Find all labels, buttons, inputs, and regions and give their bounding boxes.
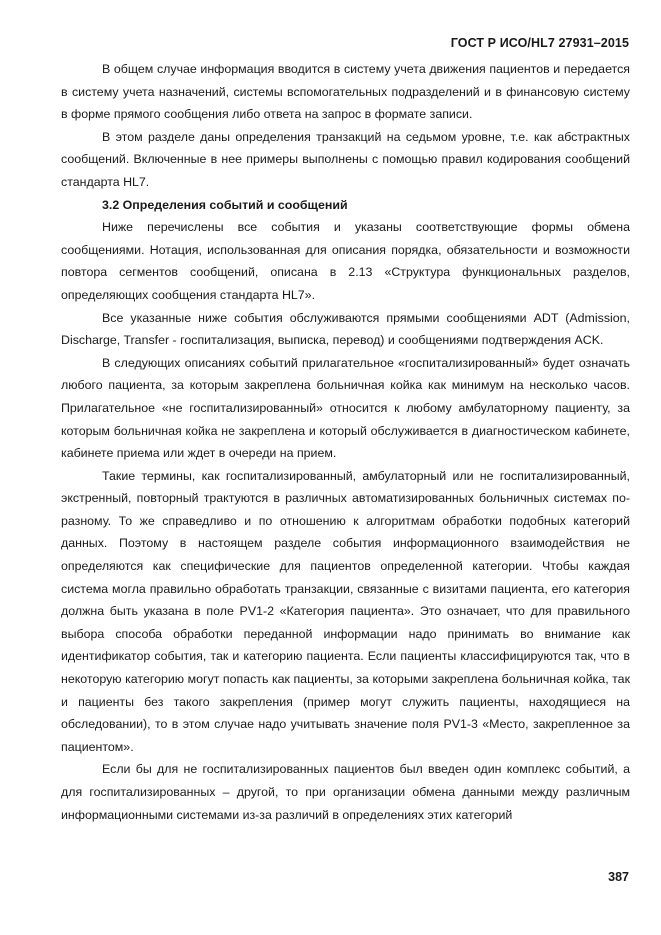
body-text	[61, 58, 630, 826]
paragraph: Такие термины, как госпитализированный, амбулаторный или не госпитализированный, экстренный, повторный трактуются в различных автоматизированных больничных системах по-разному. То же справедливо и по отношению к алгоритмам обработки подобных категорий данных. Поэтому в настоящем разделе события информационного взаимодействия не определяются как специфические для пациентов определенной категории. Чтобы каждая система могла правильно обработать транзакции, связанные с визитами пациента, его категория должна быть указана в поле PV1-2 «Категория пациента». Это означает, что для правильного выбора способа обработки переданной информации надо принимать во внимание как идентификатор события, так и категорию пациента. Если пациенты классифицируются так, что в некоторую категорию могут попасть как пациенты, за которыми закреплена больничная койка, так и пациенты без такого закрепления (пример могут служить пациенты, находящиеся на обследовании), то в этом случае надо учитывать значение поля PV1-3 «Место, закрепленное за пациентом».	[61, 468, 630, 754]
paragraph: Ниже перечислены все события и указаны соответствующие формы обмена сообщениями. Нотация, использованная для описания порядка, обязательности и возможности повтора сегментов сообщений, описана в 2.13 «Структура функциональных разделов, определяющих сообщения стандарта HL7».	[61, 220, 630, 302]
standard-header: ГОСТ Р ИСО/HL7 27931–2015	[450, 36, 629, 50]
paragraph: Если бы для не госпитализированных пациентов был введен один комплекс событий, а для госпитализированных – другой, то при организации обмена данными между различным информационными системами из-за различий в определениях этих категорий	[61, 762, 630, 822]
paragraph: В общем случае информация вводится в систему учета движения пациентов и передается в систему учета назначений, системы вспомогательных подразделений и в финансовую систему в форме прямого сообщения либо ответа на запрос в формате записи.	[61, 62, 630, 122]
paragraph: В этом разделе даны определения транзакций на седьмом уровне, т.е. как абстрактных сообщений. Включенные в нее примеры выполнены с помощью правил кодирования сообщений стандарта HL7.	[61, 129, 630, 189]
paragraph: В следующих описаниях событий прилагательное «госпитализированный» будет означать любого пациента, за которым закреплена больничная койка как минимум на несколько часов. Прилагательное «не госпитализированный» относится к любому амбулаторному пациенту, за которым больничная койка не закреплена и который обслуживается в диагностическом кабинете, кабинете приема или ждет в очереди на прием.	[61, 355, 630, 461]
page-number: 387	[608, 870, 629, 884]
paragraph: Все указанные ниже события обслуживаются прямыми сообщениями ADT (Admission, Discharge, Transfer - госпитализация, выписка, перевод) и сообщениями подтверждения ACK.	[61, 310, 630, 348]
section-heading: 3.2 Определения событий и сообщений	[102, 197, 348, 212]
